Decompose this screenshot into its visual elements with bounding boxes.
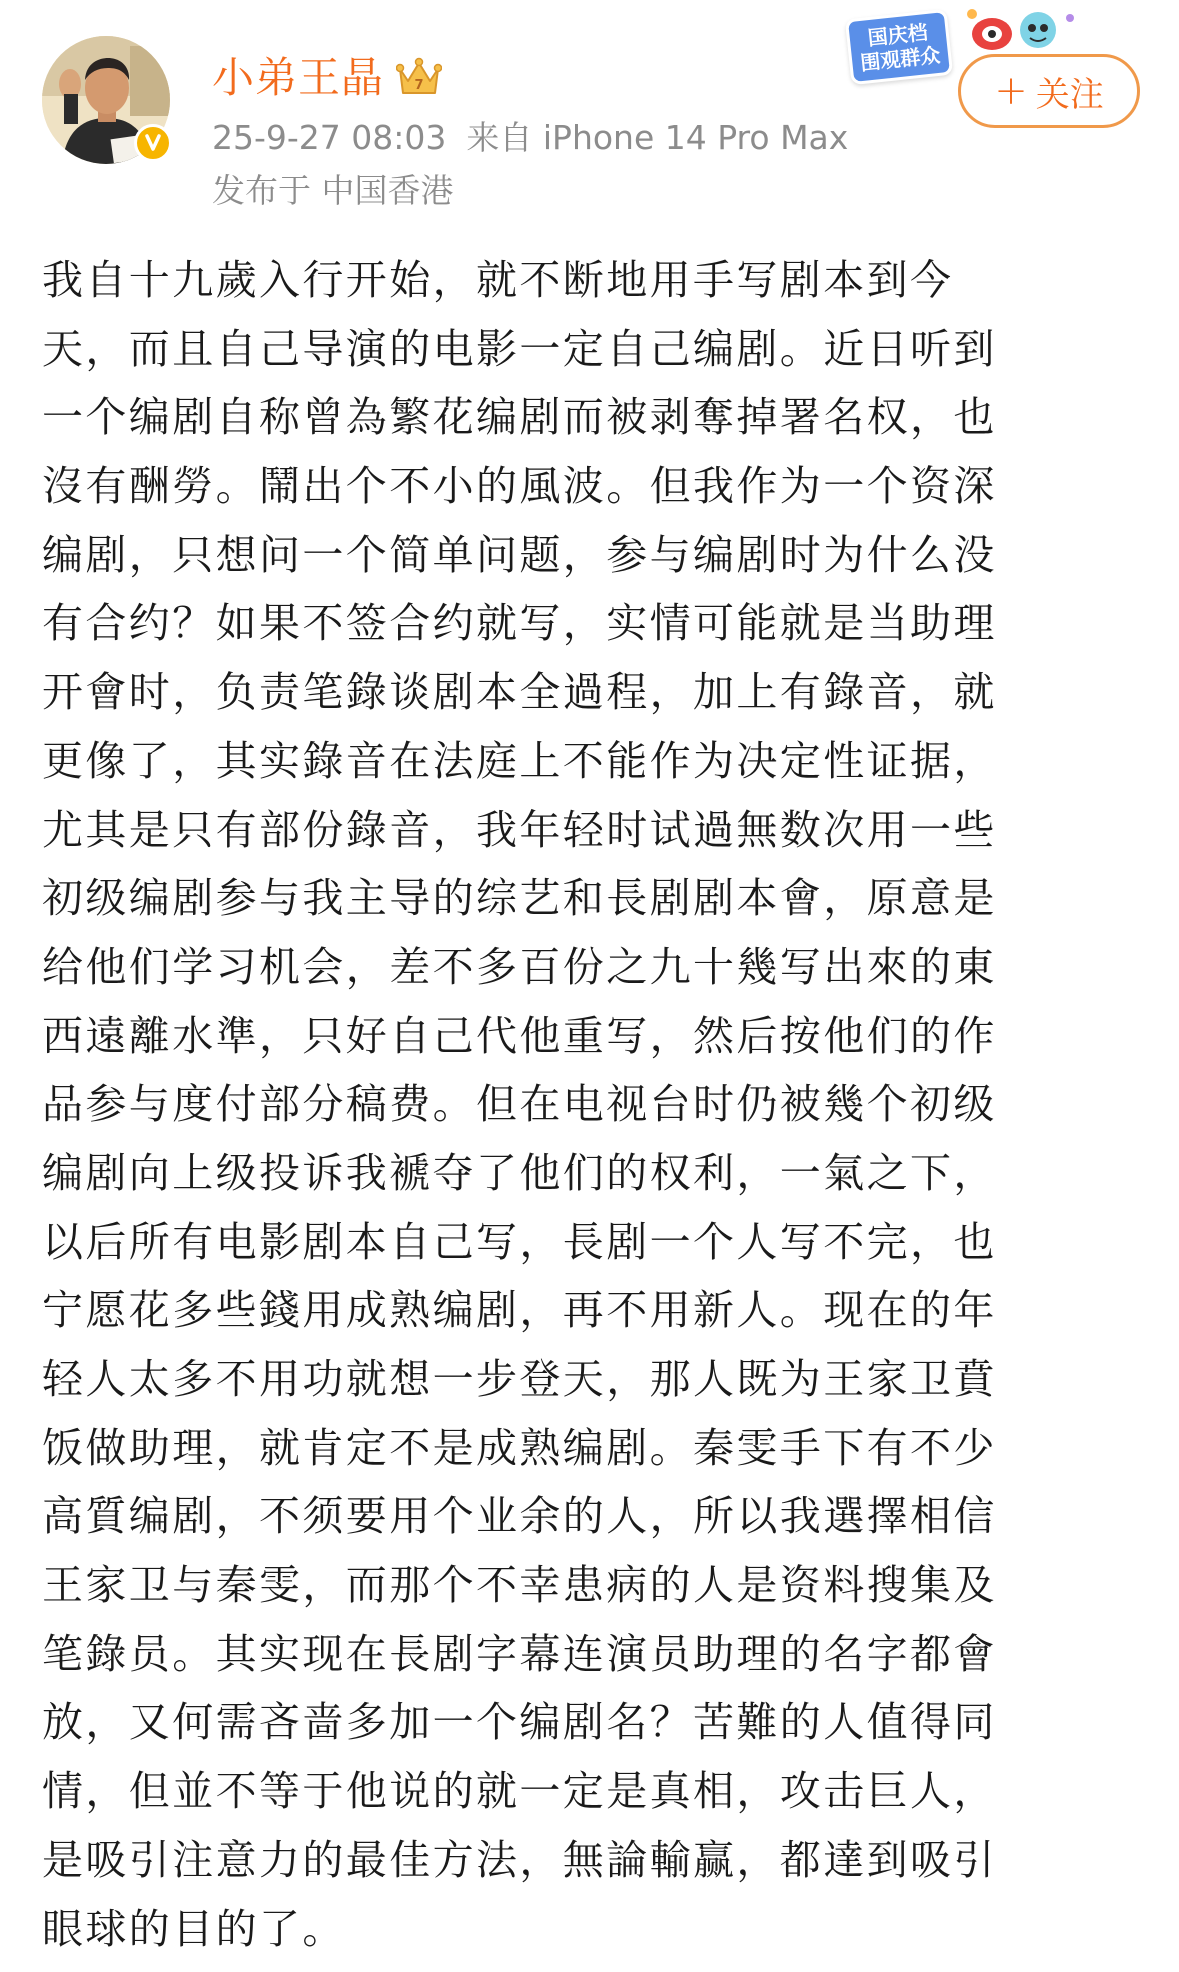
post-text-line: 给他们学习机会，差不多百份之九十幾写出來的東 [42,942,997,991]
post-text-line: 我自十九歲入行开始，就不断地用手写剧本到今 [42,256,954,304]
post-text-line: 眼球的目的了。 [42,1904,346,1953]
svg-text:7: 7 [414,78,424,93]
follow-button[interactable] [958,54,1140,128]
campaign-line-1: 国庆档 [866,19,929,51]
post-text-line: 一个编剧自称曾為繁花编剧而被剥奪掉署名权，也 [42,393,997,442]
post-text-line: 初级编剧参与我主导的综艺和長剧剧本會，原意是 [42,874,997,923]
post-text-line: 西遠離水準，只好自己代他重写，然后按他们的作 [42,1011,997,1060]
post-body [42,246,1142,1963]
post-text-line: 情，但並不等于他说的就一定是真相，攻击巨人， [42,1767,997,1816]
follow-label: 关注 [1035,74,1104,115]
author-name[interactable]: 小弟王晶 [212,53,385,102]
post-text-line: 笔錄员。其实现在長剧字幕连演员助理的名字都會 [42,1629,997,1678]
post-text-line: 饭做助理，就肯定不是成熟编剧。秦雯手下有不少 [42,1423,997,1472]
post-text-line: 开會时，负责笔錄谈剧本全過程，加上有錄音，就 [42,668,997,717]
post-text-line: 编剧向上级投诉我褫夺了他们的权利，一氣之下， [42,1148,997,1197]
post-text-line: 有合约？如果不签合约就写，实情可能就是当助理 [42,599,997,648]
post-location: 发布于 中国香港 [212,171,454,210]
post-text-line: 以后所有电影剧本自己写，長剧一个人写不完，也 [42,1217,997,1266]
verified-badge-icon [134,124,172,162]
campaign-tag [845,9,953,85]
post-meta [212,117,848,159]
post-text-line: 沒有酬勞。鬧出个不小的風波。但我作为一个资深 [42,462,997,511]
post-text-line: 轻人太多不用功就想一步登天，那人既为王家卫賁 [42,1355,997,1403]
plus-icon: + [994,68,1028,114]
post-timestamp: 25-9-27 08:03 [212,118,447,157]
author-row [212,50,442,106]
post-source[interactable]: 来自 iPhone 14 Pro Max [466,118,849,157]
post-text-line: 是吸引注意力的最佳方法，無論輸赢，都達到吸引 [42,1835,997,1884]
campaign-line-2: 围观群众 [859,42,942,76]
crown-icon [396,57,442,99]
post-text-line: 品参与度付部分稿费。但在电视台时仍被幾个初级 [42,1080,997,1129]
post-text-line: 王家卫与秦雯，而那个不幸患病的人是资料搜集及 [42,1561,997,1610]
post-text-line: 编剧，只想问一个简单问题，参与编剧时为什么没 [42,530,997,579]
post-text-line: 高質编剧，不须要用个业余的人，所以我選擇相信 [42,1492,997,1541]
post-text-line: 尤其是只有部份錄音，我年轻时试過無数次用一些 [42,805,997,854]
post-text-line: 天，而且自己导演的电影一定自己编剧。近日听到 [42,324,997,373]
post-text-line: 更像了，其实錄音在法庭上不能作为决定性证据， [42,736,997,785]
post-text-line: 宁愿花多些錢用成熟编剧，再不用新人。现在的年 [42,1286,997,1335]
avatar[interactable] [42,36,170,164]
post-text-line: 放，又何需吝啬多加一个编剧名？苦難的人值得同 [42,1698,997,1747]
